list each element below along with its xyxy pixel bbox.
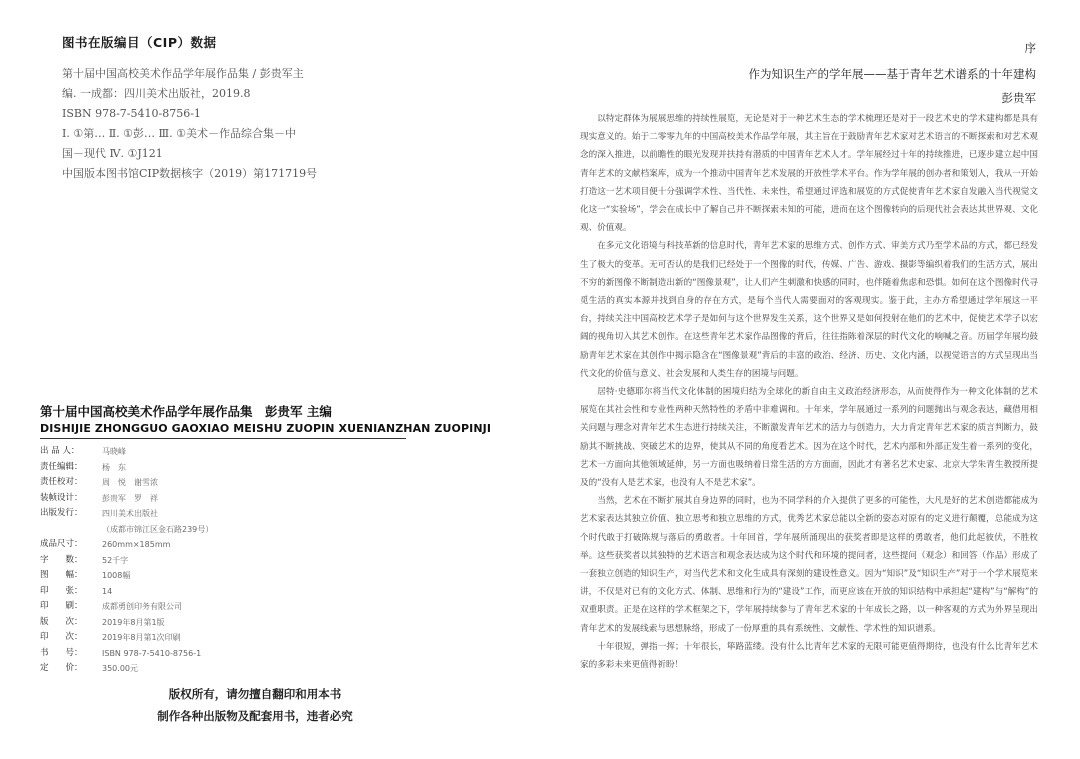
cip-line: 中国版本图书馆CIP数据核字（2019）第171719号 xyxy=(62,167,318,180)
paragraph: 居特·史德耶尔将当代文化体制的困境归结为全球化的新自由主义政治经济形态，从而使得作为一种文化体制的艺术展览在其社会性和专业性两种天然特性的矛盾中非难调和。十年来，学年展通过一系列的问题抛出与观念表达，藏借用相关问题与理念对青年艺术生态进行持续关注，不断激发青年艺术的活力与创造力，大力肯定青年艺术家的质言判断力，鼓励其不断挑战、突破艺术的边界，使其从不同的角度看艺术。因为在这个时代，艺术内部和外部正发生着一系列的变化，艺术一方面向其他领域延伸，另一方面也吸纳着日常生活的方方面面，因此才有著名艺术史家、北京大学朱青生教授所提及的“没有人是艺术家，也没有人不是艺术家”。 xyxy=(580,387,1038,489)
credit-row xyxy=(40,661,340,677)
credit-row xyxy=(40,553,340,569)
preface-author: 彭贵军 xyxy=(1001,91,1036,105)
credit-label: 出 品 人： xyxy=(40,446,80,456)
cip-line: ISBN 978-7-5410-8756-1 xyxy=(62,107,201,120)
cip-line: Ⅰ. ①第… Ⅱ. ①彭… Ⅲ. ①美术－作品综合集－中 xyxy=(62,127,296,140)
credit-row xyxy=(40,506,340,522)
right-page xyxy=(540,0,1080,759)
credit-value: 1008幅 xyxy=(102,571,131,580)
credit-label: 版 次： xyxy=(40,616,83,627)
credit-label: 印 刷： xyxy=(40,601,83,611)
credit-row xyxy=(40,537,340,553)
credits-list xyxy=(40,444,340,677)
cip-data-block xyxy=(62,64,332,184)
credit-label: 书 号： xyxy=(40,647,83,658)
credit-row xyxy=(40,491,340,507)
credit-value: （成都市锦江区金石路239号） xyxy=(102,524,214,534)
book-title: 第十届中国高校美术作品学年展作品集 彭贵军 主编 xyxy=(40,404,332,419)
credit-label: 定 价： xyxy=(40,663,83,673)
credit-value: 260mm×185mm xyxy=(102,540,171,549)
preface-title: 作为知识生产的学年展——基于青年艺术谱系的十年建构 xyxy=(748,67,1036,81)
preface-body xyxy=(580,110,1038,674)
paragraph: 以特定群体为展展思维的持续性展览，无论是对于一种艺术生态的学术梳理还是对于一段艺术史的学术建构都是具有现实意义的。始于二零零九年的中国高校美术作品学年展，其主旨在于鼓励青年艺术家对艺术语言的不断探索和对艺术观念的深入推进，以前瞻性的眼光发现并扶持有潜质的中国青年艺术人才。学年展经过十年的持续推进，已逐步建立起中国青年艺术的文献档案库，成为一个推动中国青年艺术发展的开放性学术平台。作为学年展的创办者和策划人，我从一开始打造这一艺术项目便十分强调学术性、当代性、未来性，希望通过评选和展览的方式促使青年艺术家自发融入当代视觉文化这一“实验场”，学会在成长中了解自己并不断探索未知的可能，进而在这个图像转向的后现代社会表达其世界观、文化观、价值观。 xyxy=(580,114,1038,234)
credit-value: 周 悦 谢雪浓 xyxy=(102,478,158,487)
credit-row xyxy=(40,475,340,491)
cip-line: 国－现代 Ⅳ. ①J121 xyxy=(62,147,163,160)
section-heading: 序 xyxy=(1024,41,1036,55)
credit-row xyxy=(40,646,340,662)
credit-value: 350.00元 xyxy=(102,664,138,673)
credit-value: 成都勇创印务有限公司 xyxy=(102,602,182,611)
credit-label: 装帧设计： xyxy=(40,492,83,503)
credit-value: 彭贵军 罗 祥 xyxy=(102,493,158,503)
paragraph: 十年很短，弹指一挥；十年很长，筚路蓝缕。没有什么比青年艺术家的无限可能更值得期待，也没有什么比青年艺术家的多彩未来更值得祈盼！ xyxy=(580,641,1038,671)
credit-label: 责任编辑： xyxy=(40,461,83,472)
credit-row xyxy=(40,584,340,600)
copyright-notice: 制作各种出版物及配套用书，违者必究 xyxy=(157,709,353,723)
credit-label: 字 数： xyxy=(40,554,83,565)
credit-value: 14 xyxy=(102,586,113,596)
credit-row xyxy=(40,568,340,584)
cip-title: 图书在版编目（CIP）数据 xyxy=(62,35,217,50)
cip-line: 编. 一成都：四川美术出版社，2019.8 xyxy=(62,87,251,100)
divider xyxy=(40,438,406,439)
cip-line: 第十届中国高校美术作品学年展作品集 / 彭贵军主 xyxy=(62,67,304,80)
credit-row xyxy=(40,460,340,476)
credit-value: 杨 东 xyxy=(102,462,126,472)
credit-label: 责任校对： xyxy=(40,477,83,487)
paragraph: 在多元文化语境与科技革新的信息时代，青年艺术家的思维方式、创作方式、审美方式乃至学术品的方式，都已经发生了极大的变革。无可否认的是我们已经处于一个图像的时代，传媒、广告、游戏、摄影等编织着我们的生活方式，展出不穷的新图像不断制造出新的“图像景观”，让人们产生刺激和快感的同时，也伴随着焦虑和恐惧。如何在这个图像时代寻觅生活的真实本源并找到自身的存在方式，是每个当代人需要面对的客观现实。鉴于此，主办方希望通过学年展这一平台，持续关注中国高校艺术学子是如何与这个世界发生关系，这个世界又是如何投射在他们的艺术中，促使艺术学子以宏阔的视角切入其艺术创作。在这些青年艺术家作品图像的背后，往往指陈着深层的时代文化的响喊之音。历届学年展均鼓励青年艺术家在其创作中揭示隐含在“图像景观”背后的丰富的政治、经济、历史、文化内涵，以视觉语言的方式呈现出当代文化的价值与意义、社会发展和人类生存的困境与问题。 xyxy=(580,241,1038,379)
copyright-notice: 版权所有，请勿擅自翻印和用本书 xyxy=(168,687,342,701)
credit-row xyxy=(40,444,340,460)
credit-value: 马晓峰 xyxy=(102,447,126,456)
credit-label xyxy=(40,522,102,538)
credit-value: 四川美术出版社 xyxy=(102,509,158,518)
credit-label: 图 幅： xyxy=(40,570,83,580)
credit-label: 出版发行： xyxy=(40,508,83,518)
credit-value: 2019年8月第1次印刷 xyxy=(102,633,181,642)
credit-value: 52千字 xyxy=(102,555,129,565)
credit-label: 印 张： xyxy=(40,585,83,596)
paragraph: 当然，艺术在不断扩展其自身边界的同时，也为不同学科的介入提供了更多的可能性，大凡是好的艺术创造都能成为艺术家表达其独立价值、独立思考和独立思维的方式，优秀艺术家总能以全新的姿态对原有的定义进行颠覆，总能成为这个时代敢于打破陈规与落后的勇敢者。十年回首，学年展所涌现出的获奖者即是这样的勇敢者，他们此起彼伏，不胜枚举。这些获奖者以其独特的艺术语言和观念表达成为这个时代和环境的提问者，这些提问（观念）和回答（作品）形成了一套独立创造的知识生产，对当代艺术和文化生成具有深刻的建设性意义。因为“知识”及“知识生产”对于一个学术展览来讲，不仅是对已有的文化方式、体制、思维和行为的“建设”工作，而更应该在开放的知识结构中承担起“建构”与“解构”的双重职责。正是在这样的学术框架之下，学年展持续参与了青年艺术家的十年成长之路，以一种客观的方式为外界呈现出青年艺术的发展线索与思想脉络，形成了一份厚重的具有系统性、文献性、学术性的知识谱系。 xyxy=(580,496,1038,634)
credit-label: 印 次： xyxy=(40,632,83,642)
credit-row xyxy=(40,630,340,646)
credit-label: 成品尺寸： xyxy=(40,539,83,549)
credit-value: ISBN 978-7-5410-8756-1 xyxy=(102,648,202,658)
book-title-pinyin: DISHIJIE ZHONGGUO GAOXIAO MEISHU ZUOPIN XUENIANZHAN ZUOPINJI xyxy=(40,422,492,435)
credit-value: 2019年8月第1版 xyxy=(102,617,165,627)
credit-row xyxy=(40,522,340,538)
credit-row xyxy=(40,615,340,631)
credit-row xyxy=(40,599,340,615)
